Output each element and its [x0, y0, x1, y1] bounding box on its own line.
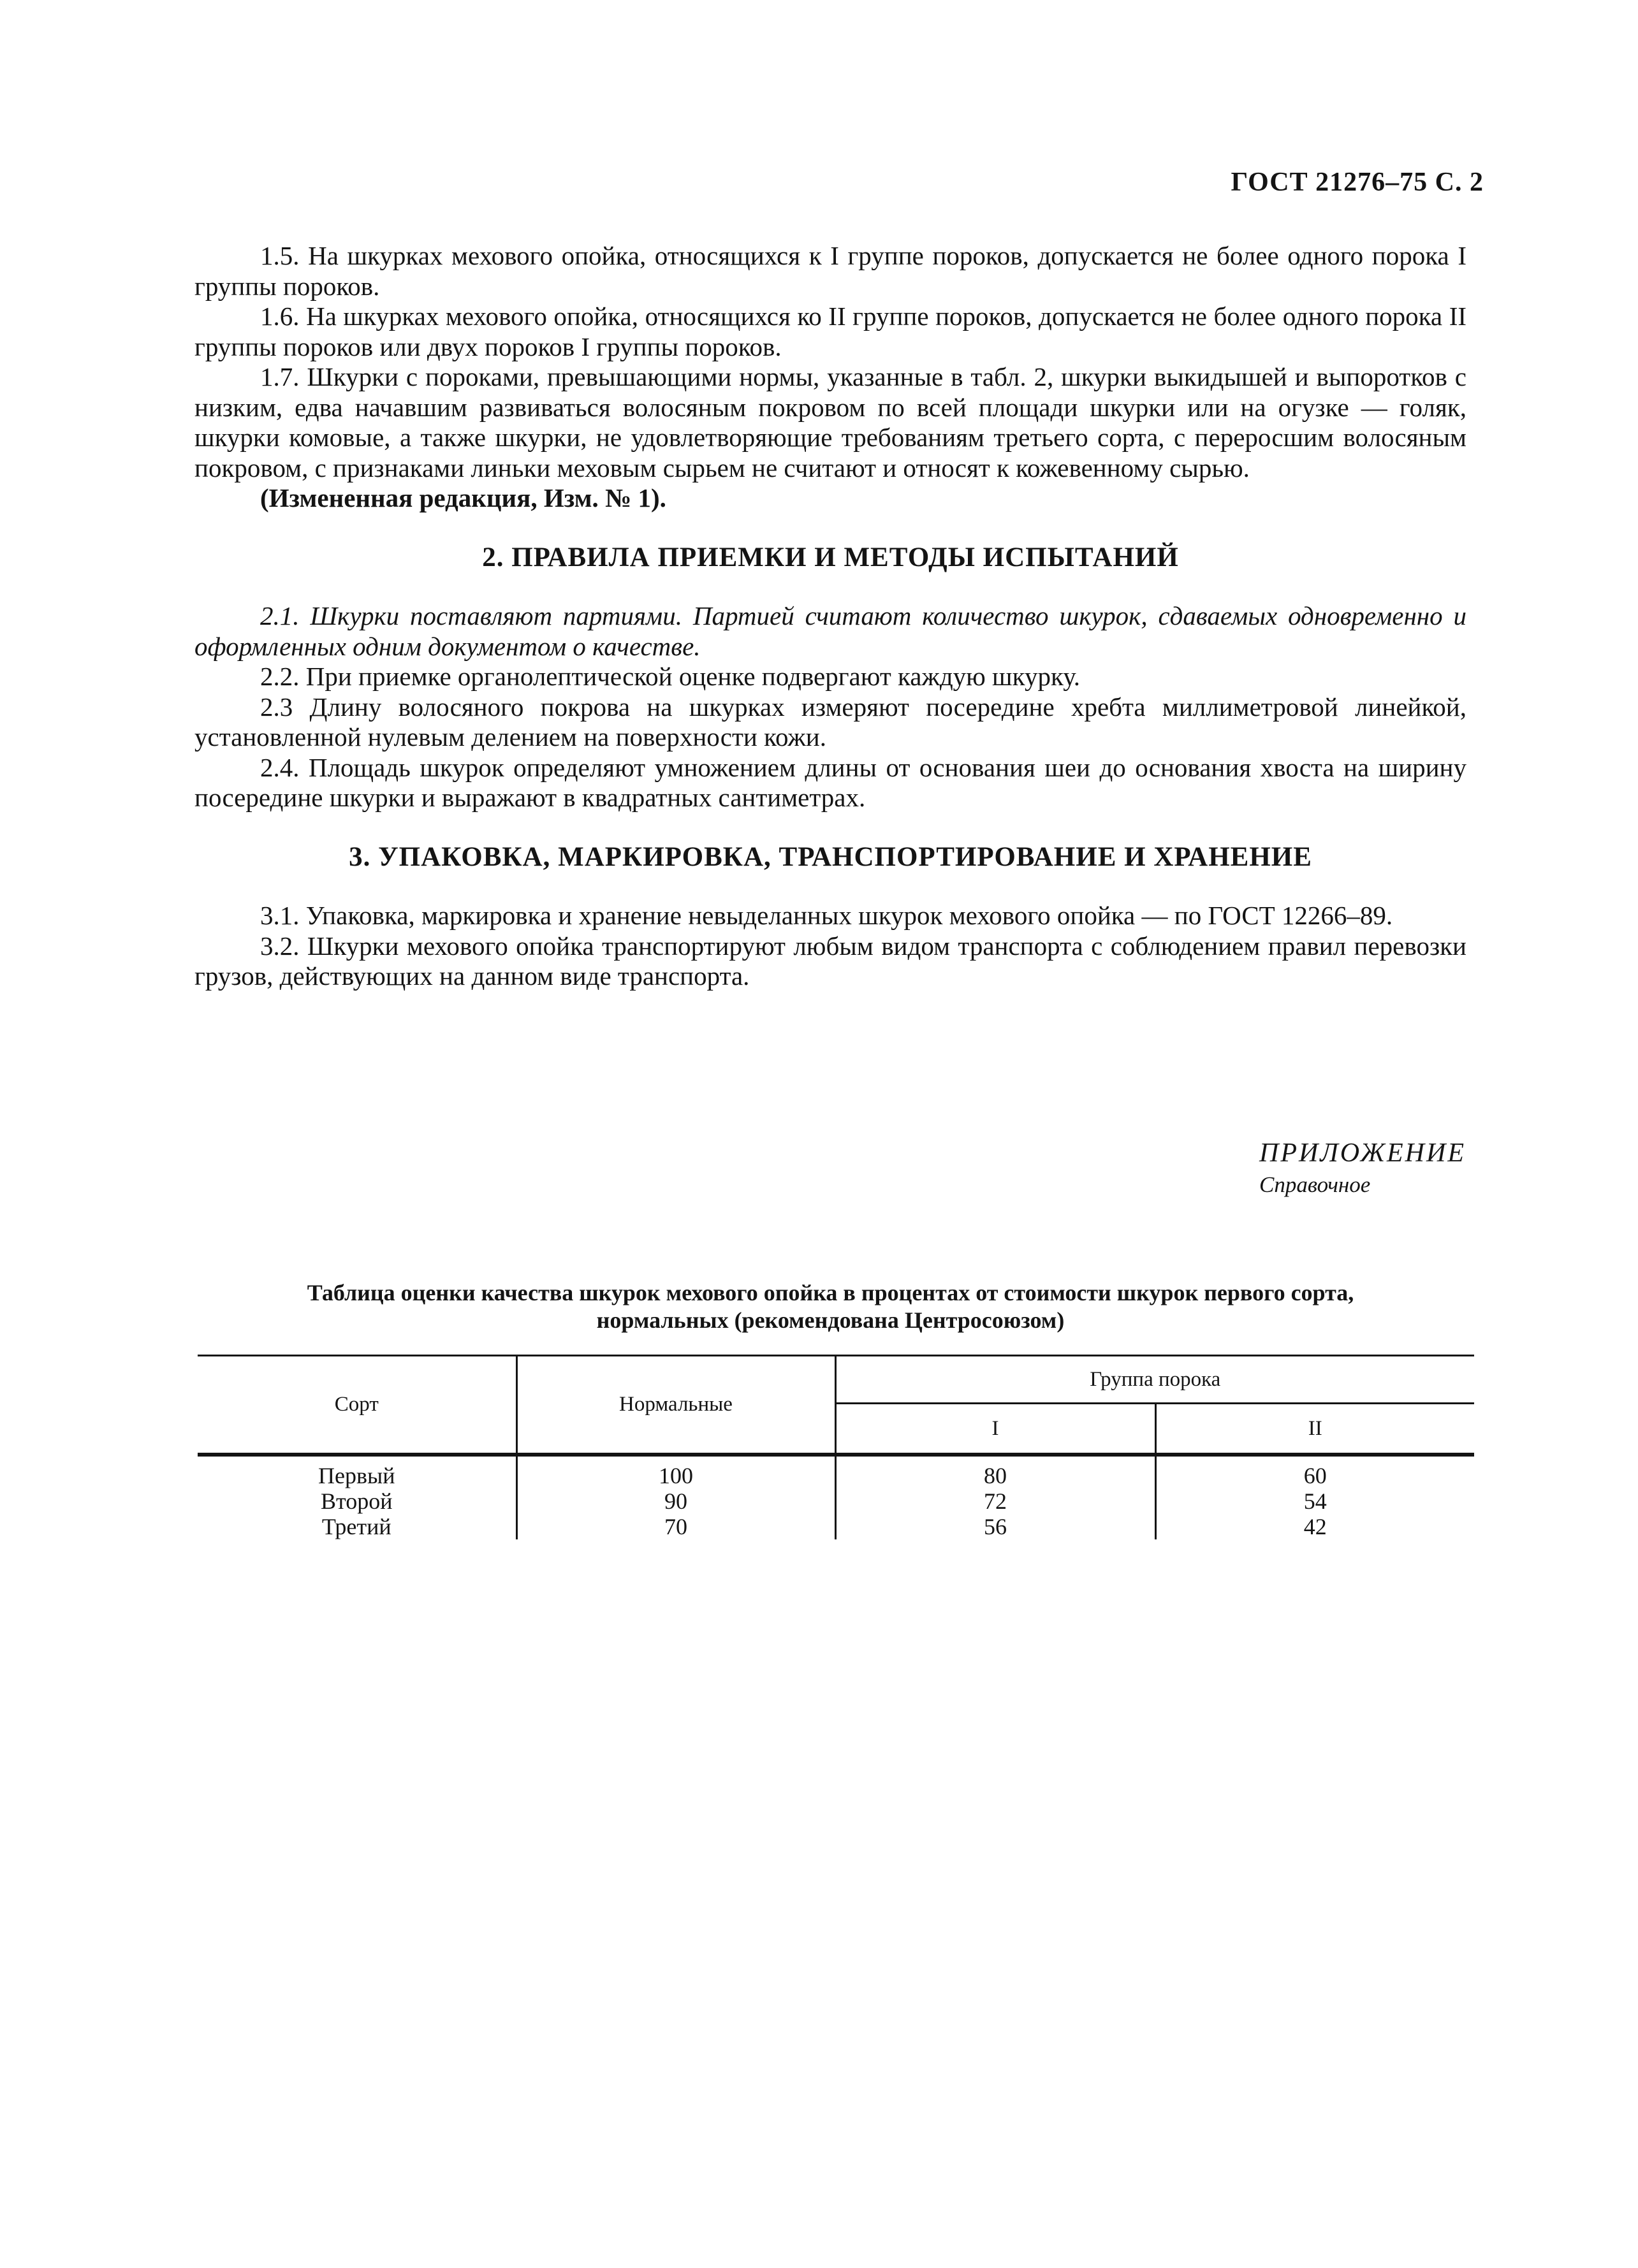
cell-sort: Первый — [318, 1463, 395, 1488]
cell-group-ii: 42 — [1155, 1514, 1474, 1539]
clause-text: Шкурки мехового опойка транспортируют любым видом транспорта с соблюдением правил перевозки грузов, действующих на данном виде транспорта. — [194, 931, 1466, 991]
clause-text: При приемке органолептической оценке подвергают каждую шкурку. — [305, 662, 1080, 691]
cell-group-i: 56 — [835, 1514, 1155, 1539]
clause-text: Шкурки поставляют партиями. Партией считают количество шкурок, сдаваемых одновременно и оформленных одним документом о качестве. — [194, 601, 1467, 661]
table-caption-line-1: Таблица оценки качества шкурок мехового опойка в процентах от стоимости шкурок первого сорта, — [307, 1280, 1354, 1305]
amendment-note: (Измененная редакция, Изм. № 1). — [260, 483, 666, 512]
section-2-heading: 2. ПРАВИЛА ПРИЕМКИ И МЕТОДЫ ИСПЫТАНИЙ — [482, 542, 1179, 572]
clause-2-3 — [194, 692, 1466, 753]
grade-table — [198, 1355, 1474, 1539]
cell-normal: 90 — [516, 1488, 835, 1514]
clause-3-2 — [194, 931, 1466, 992]
section-3-heading: 3. УПАКОВКА, МАРКИРОВКА, ТРАНСПОРТИРОВАНИЕ И ХРАНЕНИЕ — [349, 841, 1312, 872]
clause-number: 2.4. — [260, 752, 300, 782]
clause-number: 1.7. — [260, 362, 300, 391]
clause-1-6 — [194, 302, 1466, 362]
header-group-i: I — [835, 1404, 1155, 1455]
appendix-label — [1259, 1138, 1466, 1198]
header-group-ii: II — [1155, 1404, 1474, 1455]
clause-1-5 — [194, 241, 1466, 302]
clause-2-1 — [194, 601, 1466, 662]
clause-1-7 — [194, 362, 1466, 483]
cell-sort: Третий — [321, 1514, 391, 1539]
clause-number: 1.5. — [260, 241, 300, 270]
cell-group-ii: 60 — [1155, 1455, 1474, 1488]
header-defect-group: Группа порока — [835, 1356, 1474, 1404]
clause-number: 2.1. — [260, 601, 300, 630]
table-row — [198, 1455, 1474, 1488]
clause-text: На шкурках мехового опойка, относящихся ко II группе пороков, допускается не более одного порока II группы пороков или двух пороков I группы пороков. — [194, 302, 1466, 361]
appendix-title: ПРИЛОЖЕНИЕ — [1259, 1138, 1466, 1168]
clause-2-4 — [194, 753, 1466, 813]
clause-2-2 — [194, 662, 1466, 692]
clause-text: На шкурках мехового опойка, относящихся к I группе пороков, допускается не более одного порока I группы пороков. — [194, 241, 1466, 301]
table-row — [198, 1488, 1474, 1514]
clause-number: 1.6. — [260, 302, 300, 331]
clause-number: 2.3 — [260, 692, 293, 722]
cell-group-i: 80 — [835, 1455, 1155, 1488]
table-caption-line-2: нормальных (рекомендована Центросоюзом) — [596, 1307, 1065, 1333]
clause-text: Упаковка, маркировка и хранение невыделанных шкурок мехового опойка — по ГОСТ 12266–89. — [305, 901, 1393, 930]
clause-number: 2.2. — [260, 662, 300, 691]
clause-text: Длину волосяного покрова на шкурках измеряют посередине хребта миллиметровой линейкой, установленной нулевым делением на поверхности кожи. — [194, 692, 1466, 752]
header-normal: Нормальные — [516, 1356, 835, 1455]
clause-number: 3.1. — [260, 901, 300, 930]
appendix-subtitle: Справочное — [1259, 1172, 1371, 1197]
body-text — [194, 241, 1466, 992]
clause-text: Площадь шкурок определяют умножением длины от основания шеи до основания хвоста на ширину посередине шкурки и выражают в квадратных сантиметрах. — [194, 752, 1467, 812]
table-caption — [194, 1279, 1466, 1334]
header-sort: Сорт — [198, 1356, 516, 1455]
cell-normal: 100 — [516, 1455, 835, 1488]
clause-number: 3.2. — [260, 931, 300, 961]
clause-3-1 — [194, 901, 1466, 931]
cell-normal: 70 — [516, 1514, 835, 1539]
cell-group-ii: 54 — [1155, 1488, 1474, 1514]
clause-text: Шкурки с пороками, превышающими нормы, указанные в табл. 2, шкурки выкидышей и выпоротков с низким, едва начавшим развиваться волосяным покровом по всей площади шкурки или на огузке — голяк, шкурки комовые, а также шкурки, не удовлетворяющие требованиям третьего сорта, с переросшим волосяным покровом, с признаками линьки меховым сырьем не считают и относят к кожевенному сырью. — [194, 362, 1467, 483]
table-row — [198, 1514, 1474, 1539]
running-head: ГОСТ 21276–75 С. 2 — [1231, 168, 1484, 197]
cell-group-i: 72 — [835, 1488, 1155, 1514]
cell-sort: Второй — [320, 1488, 393, 1514]
